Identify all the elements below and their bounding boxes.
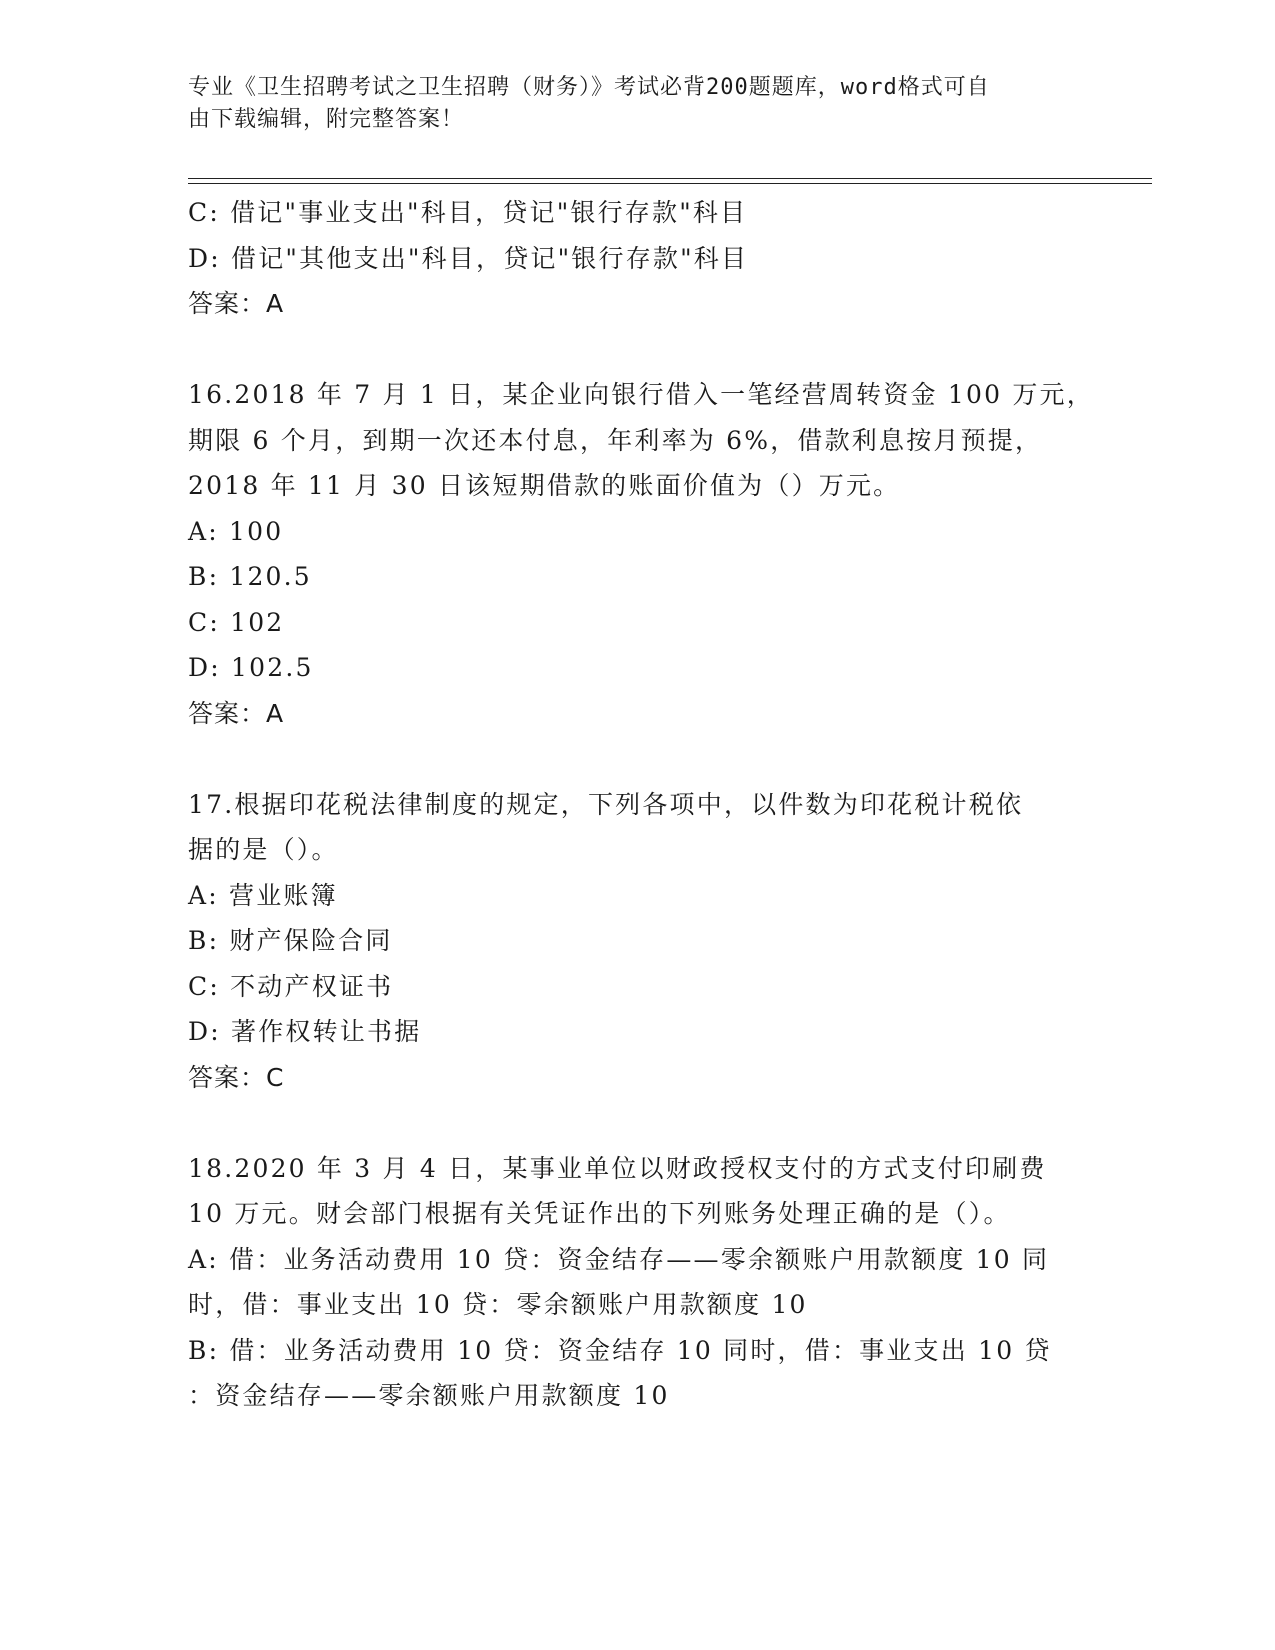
header-title-line-2: 由下载编辑，附完整答案！ bbox=[188, 107, 465, 132]
option-b-line: ：资金结存——零余额账户用款额度 10 bbox=[188, 1381, 670, 1410]
question-16 bbox=[188, 372, 1094, 736]
question-stem-line: 17.根据印花税法律制度的规定，下列各项中，以件数为印花税计税依 bbox=[188, 789, 1024, 819]
question-stem-line: 16.2018 年 7 月 1 日，某企业向银行借入一笔经营周转资金 100 万元， bbox=[188, 380, 1094, 409]
question-stem-line: 期限 6 个月，到期一次还本付息，年利率为 6%，借款利息按月预提， bbox=[188, 425, 1043, 455]
option-d: D: 著作权转让书据 bbox=[188, 1017, 422, 1046]
question-stem-line: 2018 年 11 月 30 日该短期借款的账面价值为（）万元。 bbox=[188, 471, 901, 500]
question-15-tail bbox=[188, 190, 1088, 327]
question-stem-line: 据的是（）。 bbox=[188, 835, 339, 864]
spacer bbox=[188, 327, 1088, 373]
option-a-line: 时，借：事业支出 10 贷：零余额账户用款额度 10 bbox=[188, 1290, 808, 1319]
option-b: B: 120.5 bbox=[188, 562, 312, 591]
spacer bbox=[188, 1100, 1088, 1146]
answer-line: 答案：A bbox=[188, 698, 285, 728]
option-a: A: 100 bbox=[188, 516, 284, 546]
option-c: C: 102 bbox=[188, 607, 285, 637]
option-d: D: 102.5 bbox=[188, 653, 314, 682]
option-b-line: B: 借：业务活动费用 10 贷：资金结存 10 同时，借：事业支出 10 贷 bbox=[188, 1335, 1052, 1365]
answer-line: 答案：C bbox=[188, 1062, 285, 1092]
option-a: A: 营业账簿 bbox=[188, 880, 338, 910]
question-stem-line: 10 万元。财会部门根据有关凭证作出的下列账务处理正确的是（）。 bbox=[188, 1199, 1011, 1228]
question-content bbox=[188, 190, 1094, 1419]
answer-line: 答案：A bbox=[188, 289, 285, 318]
option-d: D: 借记"其他支出"科目，贷记"银行存款"科目 bbox=[188, 243, 749, 273]
option-c: C: 借记"事业支出"科目，贷记"银行存款"科目 bbox=[188, 198, 748, 227]
option-b: B: 财产保险合同 bbox=[188, 926, 393, 955]
document-header bbox=[188, 72, 1068, 136]
question-18 bbox=[188, 1146, 1088, 1419]
question-stem-line: 18.2020 年 3 月 4 日，某事业单位以财政授权支付的方式支付印刷费 bbox=[188, 1153, 1047, 1183]
spacer bbox=[188, 736, 1088, 782]
header-title-line-1: 专业《卫生招聘考试之卫生招聘（财务）》考试必背200题题库，word格式可自 bbox=[188, 75, 990, 100]
header-divider-top bbox=[188, 178, 1152, 179]
option-c: C: 不动产权证书 bbox=[188, 971, 394, 1001]
question-17 bbox=[188, 782, 1088, 1101]
option-a-line: A: 借：业务活动费用 10 贷：资金结存——零余额账户用款额度 10 同 bbox=[188, 1244, 1050, 1274]
header-divider-bottom bbox=[188, 183, 1152, 184]
